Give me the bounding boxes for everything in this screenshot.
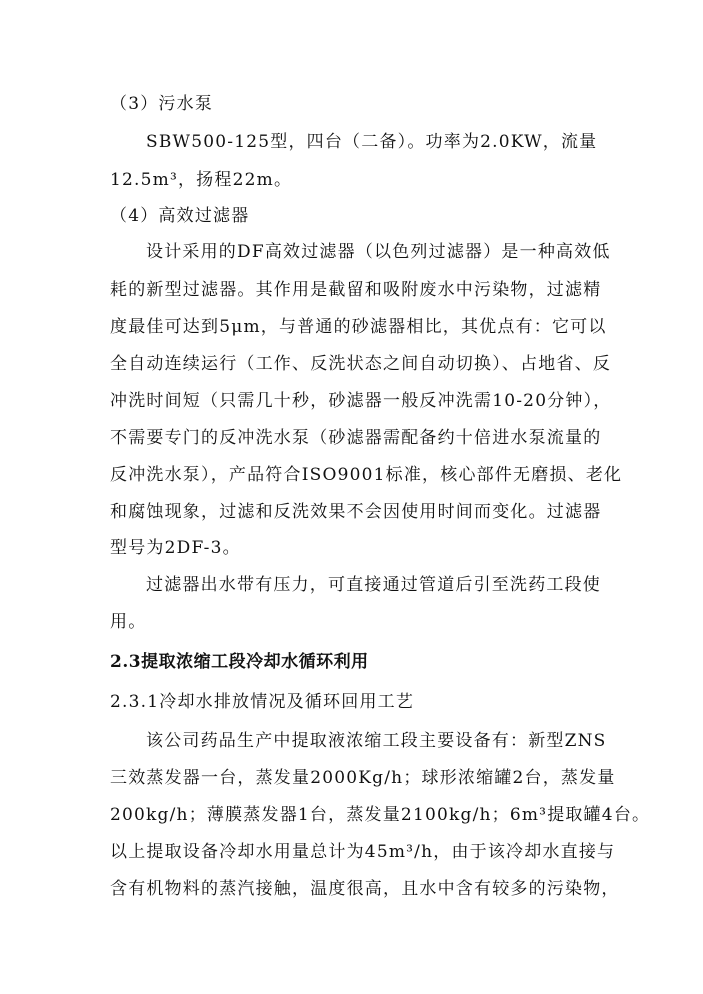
- paragraph-line: 型号为2DF-3。: [110, 538, 241, 558]
- paragraph-line: 200kg/h；薄膜蒸发器1台，蒸发量2100kg/h；6m³提取罐4台。: [110, 805, 651, 825]
- paragraph-line: 含有机物料的蒸汽接触，温度很高，且水中含有较多的污染物，: [110, 879, 620, 899]
- paragraph-line: 设计采用的DF高效过滤器（以色列过滤器）是一种高效低: [146, 242, 611, 262]
- paragraph-line: 冲洗时间短（只需几十秒，砂滤器一般反冲洗需10-20分钟），: [110, 391, 612, 411]
- paragraph-line: 反冲洗水泵），产品符合ISO9001标准，核心部件无磨损、老化: [110, 465, 623, 485]
- paragraph-line: 12.5m³，扬程22m。: [110, 170, 293, 190]
- paragraph-line: 用。: [110, 612, 147, 632]
- subsection-heading: 2.3.1冷却水排放情况及循环回用工艺: [110, 692, 415, 712]
- subsection-heading-sewage-pump: （3）污水泵: [110, 94, 214, 114]
- paragraph-line: 和腐蚀现象，过滤和反洗效果不会因使用时间而变化。过滤器: [110, 502, 602, 522]
- paragraph-line: 过滤器出水带有压力，可直接通过管道后引至洗药工段使: [146, 575, 601, 595]
- paragraph-line: 三效蒸发器一台，蒸发量2000Kg/h；球形浓缩罐2台，蒸发量: [110, 768, 616, 788]
- subsection-heading-filter: （4）高效过滤器: [110, 206, 250, 226]
- paragraph-line: SBW500-125型，四台（二备）。功率为2.0KW，流量: [146, 132, 598, 152]
- paragraph-line: 不需要专门的反冲洗水泵（砂滤器需配备约十倍进水泵流量的: [110, 428, 602, 448]
- paragraph-line: 以上提取设备冷却水用量总计为45m³/h，由于该冷却水直接与: [110, 842, 616, 862]
- paragraph-line: 耗的新型过滤器。其作用是截留和吸附废水中污染物，过滤精: [110, 280, 602, 300]
- paragraph-line: 度最佳可达到5μm，与普通的砂滤器相比，其优点有：它可以: [110, 317, 607, 337]
- paragraph-line: 该公司药品生产中提取液浓缩工段主要设备有：新型ZNS: [146, 731, 607, 751]
- paragraph-line: 全自动连续运行（工作、反洗状态之间自动切换）、占地省、反: [110, 354, 612, 374]
- section-heading: 2.3提取浓缩工段冷却水循环利用: [110, 652, 369, 672]
